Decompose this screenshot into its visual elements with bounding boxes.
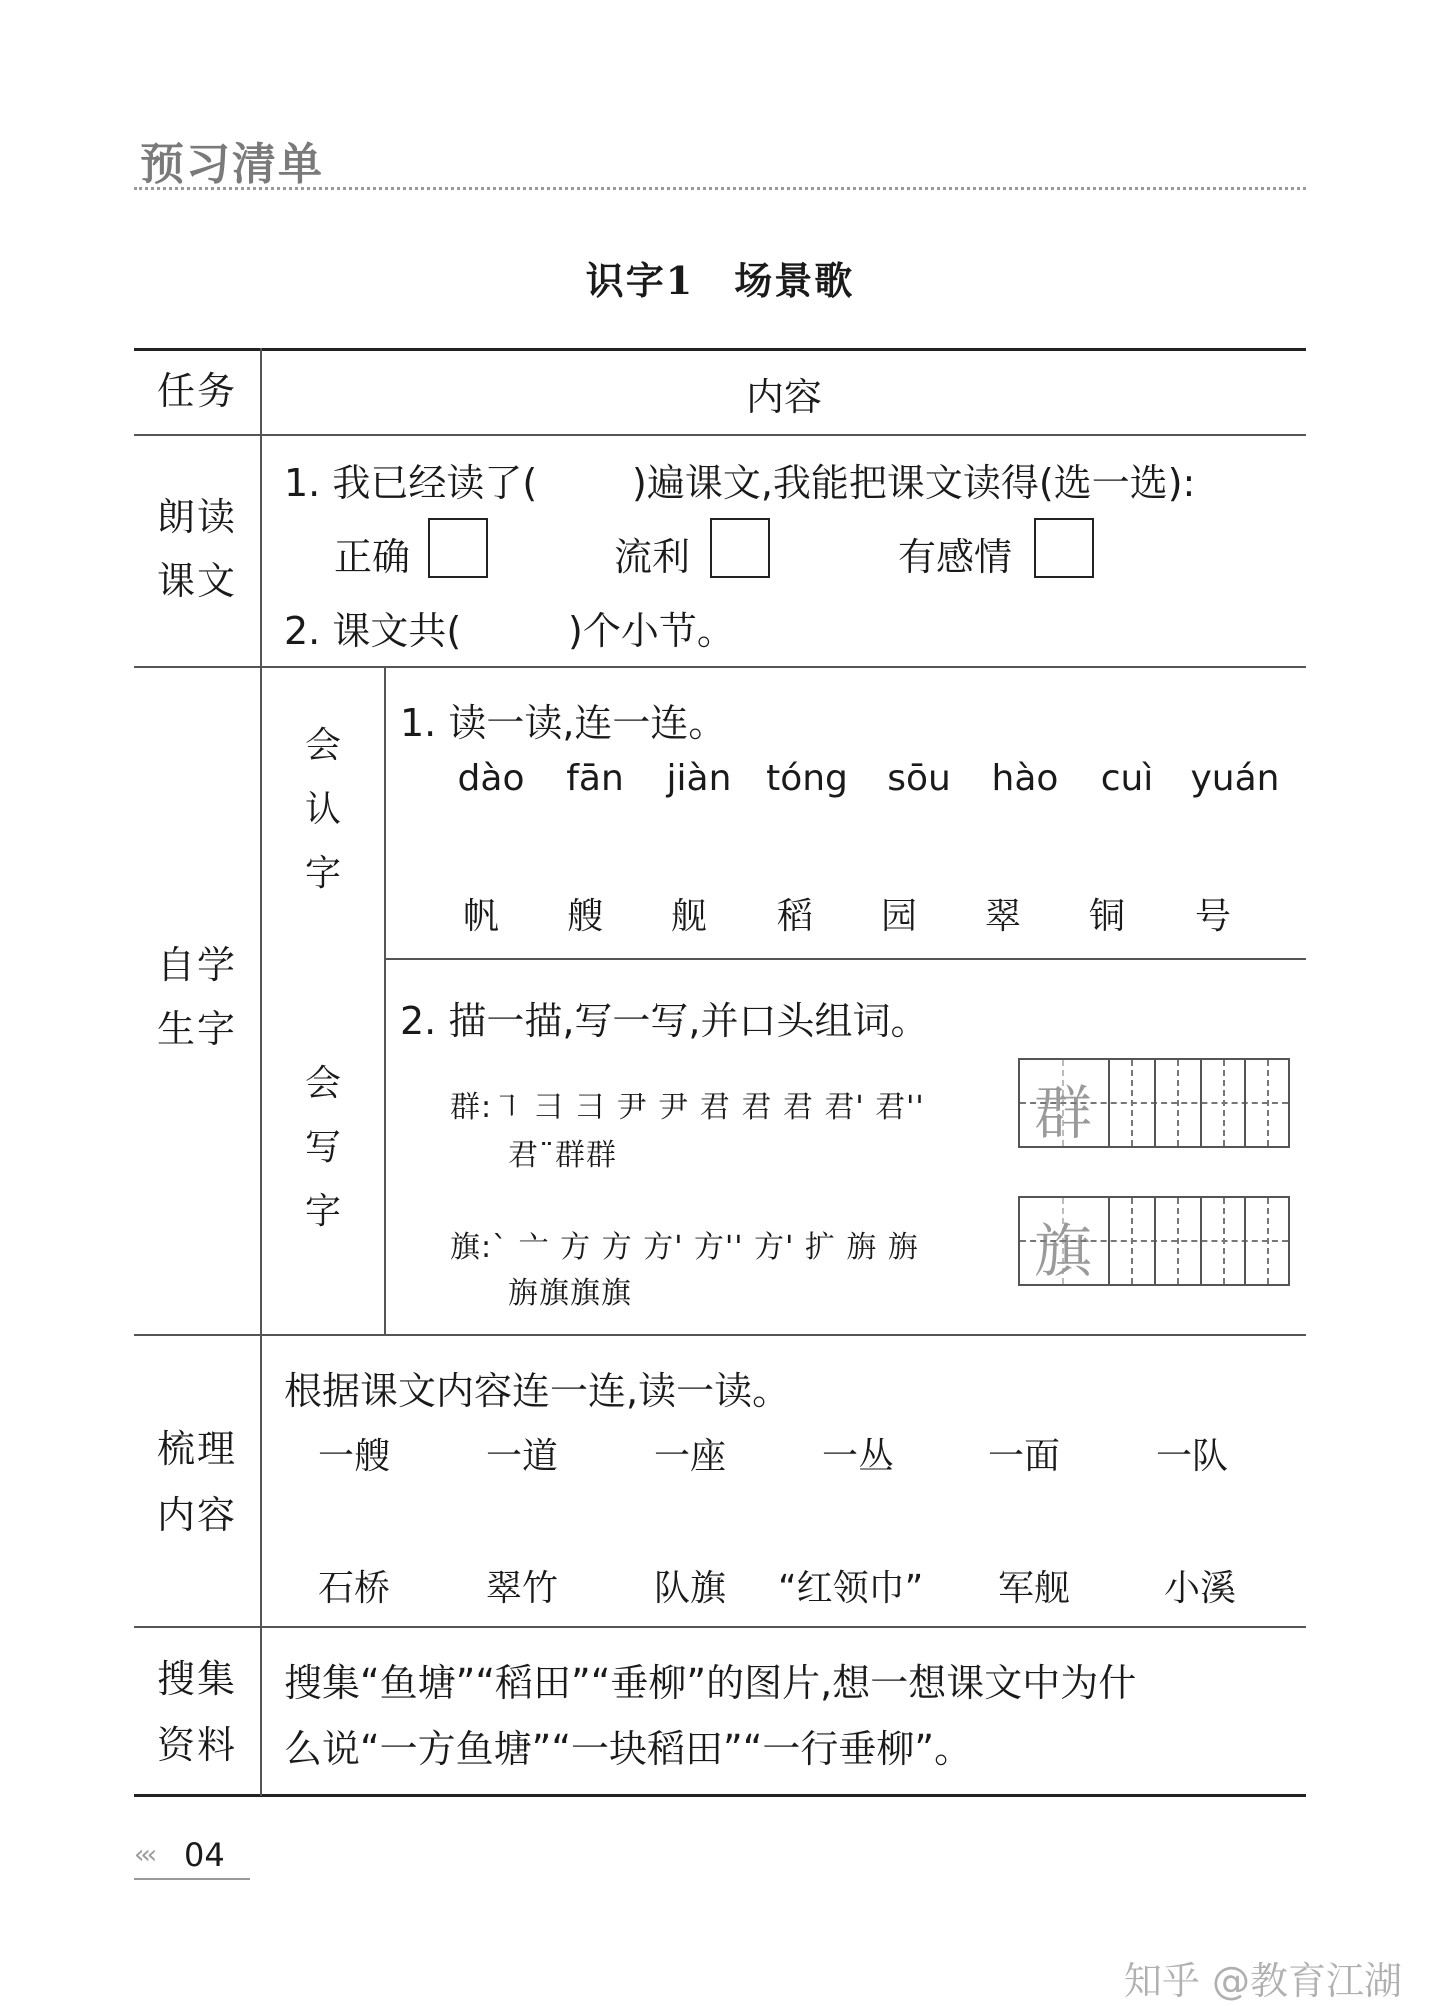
write-instruction: 2. 描一描,写一写,并口头组词。 [400,999,929,1043]
page-arrows-icon: ‹‹‹ [134,1840,154,1870]
writing-grid-qi[interactable] [1018,1196,1290,1286]
recognize-label-2: 认 [304,789,341,830]
task-sort-line2: 内容 [156,1493,237,1537]
option-fluent-label: 流利 [614,535,691,579]
noun-word[interactable]: “红领巾” [778,1568,924,1609]
pinyin-item[interactable]: hào [991,758,1059,799]
pinyin-item[interactable]: sōu [887,758,951,799]
task-sort-line1: 梳理 [156,1427,237,1471]
writing-grid-qun[interactable] [1018,1058,1290,1148]
noun-word[interactable]: 翠竹 [486,1568,559,1609]
noun-word[interactable]: 军舰 [998,1568,1071,1609]
watermark: 知乎 @教育江湖 [1123,1959,1402,2003]
measure-word[interactable]: 一座 [654,1436,727,1477]
measure-word[interactable]: 一面 [988,1436,1061,1477]
write-label-2: 写 [304,1127,341,1168]
measure-word[interactable]: 一艘 [318,1436,391,1477]
task-collect-line1: 搜集 [156,1657,237,1701]
row-divider [134,1334,1306,1336]
task-collect-line2: 资料 [156,1723,237,1767]
write-label-1: 会 [304,1063,341,1104]
noun-word[interactable]: 石桥 [318,1568,391,1609]
pinyin-item[interactable]: cuì [1100,758,1154,799]
recognize-label-1: 会 [304,725,341,766]
row-divider [134,666,1306,668]
trace-char-qi: 旗 [1033,1217,1092,1285]
sort-instruction: 根据课文内容连一连,读一读。 [284,1369,791,1413]
table-bottom-border [134,1794,1306,1797]
hanzi-item[interactable]: 翠 [984,896,1021,937]
noun-word[interactable]: 小溪 [1164,1568,1237,1609]
hanzi-item[interactable]: 稻 [776,896,813,937]
hanzi-item[interactable]: 艘 [566,896,603,937]
page-number-rule [134,1878,250,1880]
hanzi-item[interactable]: 园 [880,896,917,937]
stroke-order-qi-line2: 旃旗旗旗 [508,1276,632,1311]
pinyin-item[interactable]: yuán [1190,758,1280,799]
header-task: 任务 [156,369,237,413]
row-divider [134,1626,1306,1628]
table-top-border [134,348,1306,351]
hanzi-item[interactable]: 号 [1194,896,1231,937]
task-self-study-line2: 生字 [156,1007,237,1051]
section-header: 预习清单 [140,139,324,190]
recognize-instruction: 1. 读一读,连一连。 [400,701,727,745]
subcolumn-divider [384,666,386,1334]
pinyin-item[interactable]: dào [457,758,525,799]
write-label-3: 字 [304,1191,341,1232]
option-emotion-checkbox[interactable] [1034,518,1094,578]
task-reading-line2: 课文 [156,559,237,603]
stroke-order-qun-line2: 君¨群群 [508,1138,617,1173]
collect-line1: 搜集“鱼塘”“稻田”“垂柳”的图片,想一想课文中为什 [284,1661,1137,1705]
hanzi-item[interactable]: 舰 [670,896,707,937]
header-content: 内容 [745,375,822,419]
task-self-study-line1: 自学 [156,943,237,987]
stroke-order-qun-line1: 群:㇕ ⺕ ⺕ 尹 尹 君 君 君 君' 君'' [450,1090,925,1125]
trace-char-qun: 群 [1033,1079,1092,1147]
pinyin-item[interactable]: jiàn [666,758,732,799]
hanzi-item[interactable]: 帆 [462,896,499,937]
option-emotion-label: 有感情 [898,535,1013,579]
collect-line2: 么说“一方鱼塘”“一块稻田”“一行垂柳”。 [284,1727,973,1771]
stroke-order-qi-line1: 旗:` ⼇ 方 方 方' 方'' 方' 扩 旃 旃 [450,1230,919,1265]
pinyin-item[interactable]: fān [566,758,624,799]
measure-word[interactable]: 一队 [1156,1436,1229,1477]
option-correct-checkbox[interactable] [428,518,488,578]
reading-q2-suffix: )个小节。 [568,609,735,653]
header-divider [134,187,1306,190]
measure-word[interactable]: 一丛 [822,1436,895,1477]
noun-word[interactable]: 队旗 [654,1568,727,1609]
subrow-divider [384,958,1306,960]
page-number: 04 [184,1836,225,1874]
option-correct-label: 正确 [334,535,411,579]
reading-q1-prefix: 1. 我已经读了( [284,461,538,505]
option-fluent-checkbox[interactable] [710,518,770,578]
pinyin-item[interactable]: tóng [766,758,848,799]
hanzi-item[interactable]: 铜 [1088,896,1125,937]
task-reading-line1: 朗读 [156,495,237,539]
reading-q2-prefix: 2. 课文共( [284,609,462,653]
recognize-label-3: 字 [304,853,341,894]
lesson-title: 识字1 场景歌 [585,258,855,303]
measure-word[interactable]: 一道 [486,1436,559,1477]
reading-q1-suffix: )遍课文,我能把课文读得(选一选): [632,461,1196,505]
table-header-divider [134,434,1306,436]
